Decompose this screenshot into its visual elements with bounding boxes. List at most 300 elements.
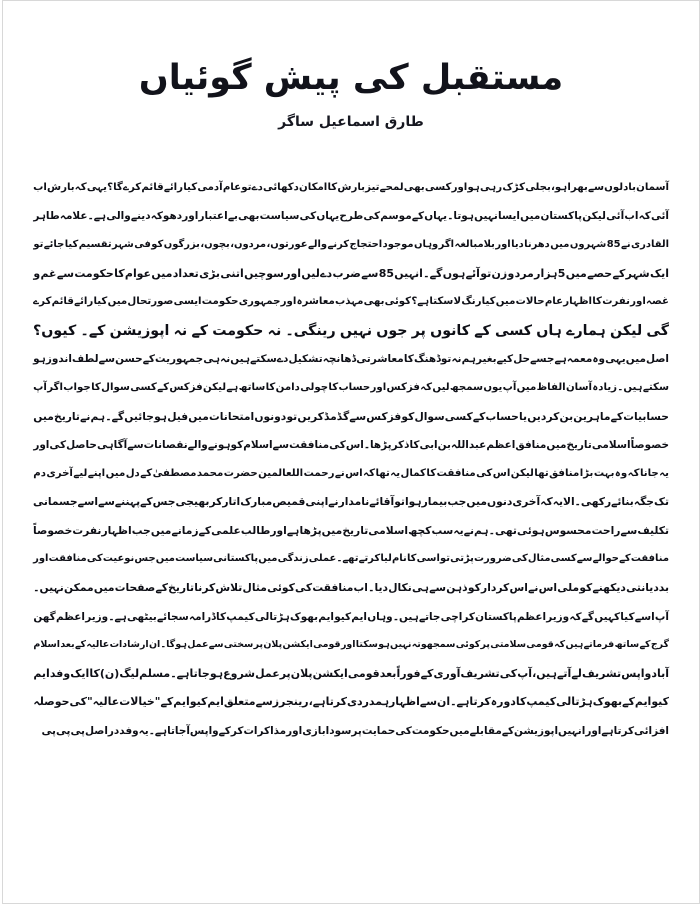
body-word: کچھ (408, 523, 432, 537)
body-word: لیکن (610, 322, 643, 339)
body-word: افزائی (634, 725, 669, 738)
body-word: منافقت (312, 581, 354, 595)
body-word: گے۔ (105, 409, 125, 423)
body-word: نہیں (474, 210, 498, 223)
body-word: میں (107, 296, 128, 308)
body-word: تاریخ (566, 439, 592, 452)
body-word: جاتا (189, 666, 210, 680)
body-word: اور (585, 725, 602, 738)
body-word: گرج (650, 639, 669, 651)
body-word: کے (610, 409, 624, 423)
body-word: گی (646, 322, 669, 339)
body-word: کریں (297, 409, 324, 423)
body-word: کا (403, 353, 414, 366)
body-word: عام (544, 296, 564, 308)
body-word: فزکس (169, 381, 203, 393)
body-word: دامن (275, 381, 300, 393)
body-word: پڑھا (299, 523, 322, 537)
body-word: کہ (74, 181, 87, 193)
body-word: کسی (424, 181, 452, 193)
body-word: کیا (183, 181, 198, 193)
body-word: سختی (223, 639, 254, 651)
body-word: بیمار (421, 495, 448, 509)
body-word: عمل (255, 666, 280, 680)
body-word: جاتا (167, 725, 187, 738)
body-word: کسی (130, 381, 157, 393)
body-word: عورتوں، (266, 238, 308, 250)
body-word: کردار (481, 581, 510, 595)
body-word: مثال (527, 553, 551, 565)
body-word: آقائے (369, 495, 395, 509)
body-word: اس (345, 467, 363, 479)
body-word: قومی (347, 666, 380, 680)
body-word: ایم (318, 610, 334, 623)
body-line (33, 403, 669, 432)
body-word: بڑی (199, 266, 221, 280)
body-word: میں (150, 523, 172, 537)
body-word: جانا (639, 467, 659, 479)
body-word: پی (55, 725, 71, 738)
body-word: بن (437, 439, 451, 452)
body-word: کسی (550, 553, 577, 565)
body-word: کو (467, 581, 481, 595)
body-word: کے (191, 322, 209, 339)
body-word: اور (451, 181, 468, 193)
body-word: مقابلے (469, 725, 502, 738)
body-word: رائے (163, 181, 184, 193)
body-word: نے (621, 238, 631, 250)
body-word: انہیں (394, 266, 423, 280)
body-word: جمہوری (238, 296, 281, 308)
body-word: بعد (379, 666, 397, 680)
body-word: کا (328, 381, 339, 393)
body-word: زندگی (277, 553, 309, 565)
body-word: گے۔ (423, 266, 443, 280)
body-word: غصہ (646, 296, 669, 308)
body-word: کیو (651, 695, 669, 709)
body-word: یہاں (424, 210, 448, 223)
body-word: والی (106, 210, 131, 223)
body-word: کیا (64, 238, 79, 250)
body-word: بھرا (567, 181, 588, 193)
body-word: ڈرامہ (189, 610, 216, 623)
body-word: مثال (242, 581, 267, 595)
body-word: ہے۔ (108, 610, 127, 623)
body-word: کے (619, 553, 631, 565)
body-word: کے (639, 639, 651, 651)
body-word: اعظم (55, 610, 85, 623)
body-word: کے (622, 695, 635, 709)
body-word: اپوزیشن (514, 725, 559, 738)
body-word: احتجاج (349, 238, 383, 250)
body-word: گا۔ (160, 639, 176, 651)
body-word: کی (49, 439, 67, 452)
body-word: پڑھا۔ (363, 439, 392, 452)
body-word: لمحے (379, 181, 404, 193)
body-word: جائیں (124, 409, 154, 423)
body-word: پہننے (114, 495, 141, 509)
body-word: حل (513, 353, 531, 366)
body-word: یہی (605, 353, 626, 366)
body-word: وفد (119, 725, 139, 738)
body-word: سے (349, 409, 367, 423)
body-word: شہر (112, 238, 134, 250)
body-word: بھیجی (175, 495, 210, 509)
body-line (33, 260, 669, 289)
body-word: جگہ (633, 495, 655, 509)
body-word: جب (447, 495, 467, 509)
body-word: دیں (527, 409, 547, 423)
body-word: کرنے (327, 238, 350, 250)
body-word: منافق (549, 467, 580, 479)
body-word: 85 (378, 266, 394, 280)
body-word: زمانے (171, 523, 199, 537)
body-word: جائے (43, 238, 65, 250)
body-word: اسلام (243, 439, 273, 452)
body-word: آخری (46, 467, 73, 479)
body-word: منافق (515, 439, 547, 452)
body-word: و (507, 266, 515, 280)
body-word: رنگ (461, 296, 482, 308)
body-word: رائے (74, 296, 94, 308)
body-word: تو (286, 409, 298, 423)
body-word: کے (155, 581, 168, 595)
body-word: تشکیل (288, 353, 323, 366)
body-word: سے (98, 353, 116, 366)
body-word: آپ (33, 381, 47, 393)
body-word: کراچی (440, 610, 475, 623)
body-word: جسمانی (33, 495, 78, 509)
body-word: پر (411, 322, 426, 339)
body-word: کہ (627, 467, 640, 479)
body-word: کے (501, 725, 515, 738)
body-word: جاتے (418, 610, 441, 623)
body-word: سے (429, 581, 447, 595)
body-word: میں (516, 381, 537, 393)
body-word: یوں (483, 381, 503, 393)
body-word: یہ (659, 467, 669, 479)
body-word: ساتھ (614, 639, 640, 651)
body-word: کہ (569, 610, 582, 623)
body-word: میں (495, 296, 516, 308)
body-word: کی (395, 725, 412, 738)
body-word: تھا (534, 467, 549, 479)
body-word: کی (329, 439, 346, 452)
body-line (33, 374, 669, 403)
author-byline: طارق اسماعیل ساگر (278, 113, 424, 130)
body-word: کی (499, 666, 518, 680)
body-word: ہو (175, 639, 187, 651)
body-line (33, 317, 669, 346)
body-word: پی (70, 725, 85, 738)
body-word: جوں (376, 322, 408, 339)
body-word: ماہرین (573, 409, 611, 423)
body-word: وہاں (367, 610, 393, 623)
body-word: آتے (557, 666, 572, 680)
body-word: موجود (382, 238, 414, 250)
body-word: قومی (526, 639, 554, 651)
body-word: جب (131, 523, 151, 537)
body-word: قائم (51, 296, 74, 308)
body-word: حکومت (212, 322, 264, 339)
body-word: کے۔ (80, 322, 106, 339)
body-word: عمل (187, 639, 209, 651)
body-word: کا (114, 266, 125, 280)
body-word: بارش (337, 181, 365, 193)
body-word: کے (411, 210, 425, 223)
body-word: کہ (540, 495, 553, 509)
body-line (33, 631, 669, 660)
body-word: سب (431, 523, 454, 537)
body-word: لے (571, 666, 582, 680)
body-word: میں (321, 523, 343, 537)
body-word: آوری (433, 666, 461, 680)
body-word: سے (587, 181, 604, 193)
body-word: ہے (554, 353, 567, 366)
body-word: ہے۔ (170, 666, 190, 680)
body-word: اصل (646, 353, 669, 366)
body-word: کی (69, 695, 87, 709)
body-word: ایسا (497, 210, 520, 223)
body-word: کے (140, 467, 153, 479)
body-word: صورتحال (127, 296, 174, 308)
body-word: حصے (587, 266, 613, 280)
body-word: بن (559, 409, 574, 423)
body-word: حکومت (201, 296, 239, 308)
body-word: عملی (308, 553, 337, 565)
body-word: نقصانات (143, 439, 188, 452)
body-word: آدمی (197, 181, 223, 193)
body-word: نے (528, 581, 539, 595)
body-word: ہیں (230, 353, 250, 366)
body-word: فرماتے (583, 639, 615, 651)
body-word: میں (258, 553, 278, 565)
body-word: سمجھوتہ (411, 639, 456, 651)
body-line (33, 345, 669, 374)
body-word: والے (307, 238, 328, 250)
body-word: کہ (420, 381, 433, 393)
body-word: ذکر (391, 439, 410, 452)
body-word: پر (279, 666, 291, 680)
body-word: میں (565, 266, 587, 280)
body-word: پاکستان (475, 610, 517, 623)
body-word: تو (440, 353, 452, 366)
body-word: خصوصاً (630, 439, 669, 452)
body-word: یا (519, 409, 528, 423)
body-word: مذاکرات (243, 725, 287, 738)
body-word: حکومت (411, 725, 450, 738)
body-word: سے (98, 495, 115, 509)
body-word: امکان (299, 181, 328, 193)
body-word: کے (474, 322, 491, 339)
body-word: گڈمڈ (323, 409, 350, 423)
body-word: یہ (552, 495, 563, 509)
body-word: اب (624, 210, 639, 223)
body-word: کانوں (430, 322, 471, 339)
body-word: کا (409, 439, 420, 452)
body-word: بزرگوں (163, 238, 200, 250)
body-word: خصوصاً (33, 523, 73, 537)
body-word: پلان (290, 666, 313, 680)
body-word: متعلق (223, 695, 256, 709)
body-word: سکتے (250, 353, 277, 366)
body-word: نوعیت (102, 553, 135, 565)
body-word: ہم (461, 353, 476, 366)
body-word: یہ (453, 523, 464, 537)
body-word: آپ (517, 666, 532, 680)
body-word: بنائے (611, 495, 634, 509)
body-word: میں (93, 581, 115, 595)
body-word: آئی (650, 210, 669, 223)
body-word: واپس (189, 725, 219, 738)
document-page (2, 0, 700, 904)
body-word: جواب (63, 381, 91, 393)
body-word: حسابیات (623, 409, 669, 423)
body-word: ہو (467, 181, 480, 193)
body-word: سے (56, 266, 75, 280)
body-word: فی (134, 238, 151, 250)
body-word: ایم (173, 695, 190, 709)
body-word: سے (255, 695, 273, 709)
body-word: حمایت (361, 725, 396, 738)
body-word: جس (152, 495, 176, 509)
body-word: پلان (263, 639, 283, 651)
body-word: بادلوں (604, 181, 636, 193)
body-word: بلامبالغہ (454, 238, 495, 250)
body-word: لیے (73, 467, 88, 479)
body-word: پاکستان (540, 210, 583, 223)
body-word: دراصل (84, 725, 120, 738)
body-word: تو (440, 553, 450, 565)
body-word: میں (151, 266, 173, 280)
body-word: دیا (511, 238, 524, 250)
body-word: عبداللہ (450, 439, 487, 452)
body-word: صفحات (114, 581, 156, 595)
body-word: گا؟ (107, 181, 123, 193)
body-line (33, 717, 669, 746)
body-word: اسلام (33, 639, 61, 651)
body-word: حسن (115, 353, 143, 366)
body-word: سے (272, 439, 290, 452)
body-word: سے (361, 266, 379, 280)
body-word: ہاں (536, 322, 562, 339)
body-word: کہ (363, 467, 376, 479)
body-word: اسلامی (591, 439, 631, 452)
body-word: سیاست (259, 210, 300, 223)
body-word: زیادہ (592, 381, 618, 393)
body-word: اس (492, 467, 511, 479)
body-word: ہے (226, 381, 239, 393)
body-word: کی (363, 210, 381, 223)
body-word: اللعالمین (258, 467, 304, 479)
body-word: ہزار (534, 266, 558, 280)
body-line (33, 174, 669, 203)
body-word: القادری (631, 238, 669, 250)
body-word: کڑک (502, 181, 526, 193)
body-word: بھی (238, 210, 260, 223)
body-word: کی (295, 581, 313, 595)
body-word: پڑتی (450, 553, 474, 565)
body-word: کی (299, 210, 317, 223)
body-word: کے (420, 666, 434, 680)
body-word: بہت (593, 467, 615, 479)
body-word: تو (394, 495, 405, 509)
body-word: بیٹھی (126, 610, 157, 623)
body-word: تیز (365, 181, 380, 193)
body-word: ہے (286, 523, 300, 537)
body-word: بغیر (475, 353, 497, 366)
body-word: عوام (124, 266, 152, 280)
body-word: پر (480, 639, 490, 651)
body-word: کیا (93, 296, 108, 308)
body-word: لیں (432, 381, 450, 393)
body-word: اور (284, 266, 302, 280)
body-word: بھی (403, 181, 425, 193)
body-word: تو (33, 238, 44, 250)
body-word: بھوک (290, 610, 319, 623)
body-word: اظہار (388, 695, 420, 709)
body-word: اور (495, 238, 511, 250)
body-word: طالب (240, 523, 271, 537)
body-word: کے (157, 381, 170, 393)
body-word: منافقت (48, 553, 87, 565)
body-word: کو (579, 581, 593, 595)
body-word: ہم (90, 409, 106, 423)
body-word: کوئی (267, 581, 295, 595)
body-word: ایسی (173, 296, 202, 308)
body-word: چولی (300, 381, 329, 393)
body-word: کے (142, 353, 155, 366)
body-word: آسان (565, 381, 592, 393)
body-word: تلاش (215, 581, 243, 595)
body-word: کرتا (613, 725, 635, 738)
body-line (33, 574, 669, 603)
body-word: امتحانات (209, 409, 255, 423)
body-word: علمی (211, 523, 241, 537)
body-word: آپ (654, 610, 669, 623)
body-word: اعتبار (198, 210, 228, 223)
body-word: کیمپ (526, 695, 557, 709)
body-word: کیو (334, 610, 352, 623)
body-word: 5 (557, 266, 566, 280)
body-word: حکومت (74, 266, 114, 280)
body-word: لیکن (582, 210, 606, 223)
body-word: سکتا (355, 639, 378, 651)
body-word: نہ (267, 322, 282, 339)
document-content (3, 1, 699, 756)
body-word: کے (140, 495, 153, 509)
body-word: اسے (77, 495, 99, 509)
body-word: دینے (130, 210, 151, 223)
body-word: اندوز (45, 353, 72, 366)
body-word: اور (33, 553, 49, 565)
body-word: اپوزیشن (109, 322, 170, 339)
body-word: ہمارے (566, 322, 606, 339)
body-word: ڈھانچہ (322, 353, 357, 366)
body-word: گے (581, 610, 594, 623)
body-word: کا (406, 553, 417, 565)
body-word: حالات (515, 296, 545, 308)
body-word: ہوتا۔ (447, 210, 474, 223)
body-word: ممکن (64, 581, 94, 595)
body-word: ہے، (308, 695, 326, 709)
body-word: کا (216, 610, 227, 623)
body-word: تک (654, 495, 669, 509)
body-word: دنوں (487, 495, 513, 509)
body-word: آگاہی (96, 439, 128, 452)
body-word: ہیں (565, 639, 584, 651)
body-word: ایکشن (282, 639, 313, 651)
